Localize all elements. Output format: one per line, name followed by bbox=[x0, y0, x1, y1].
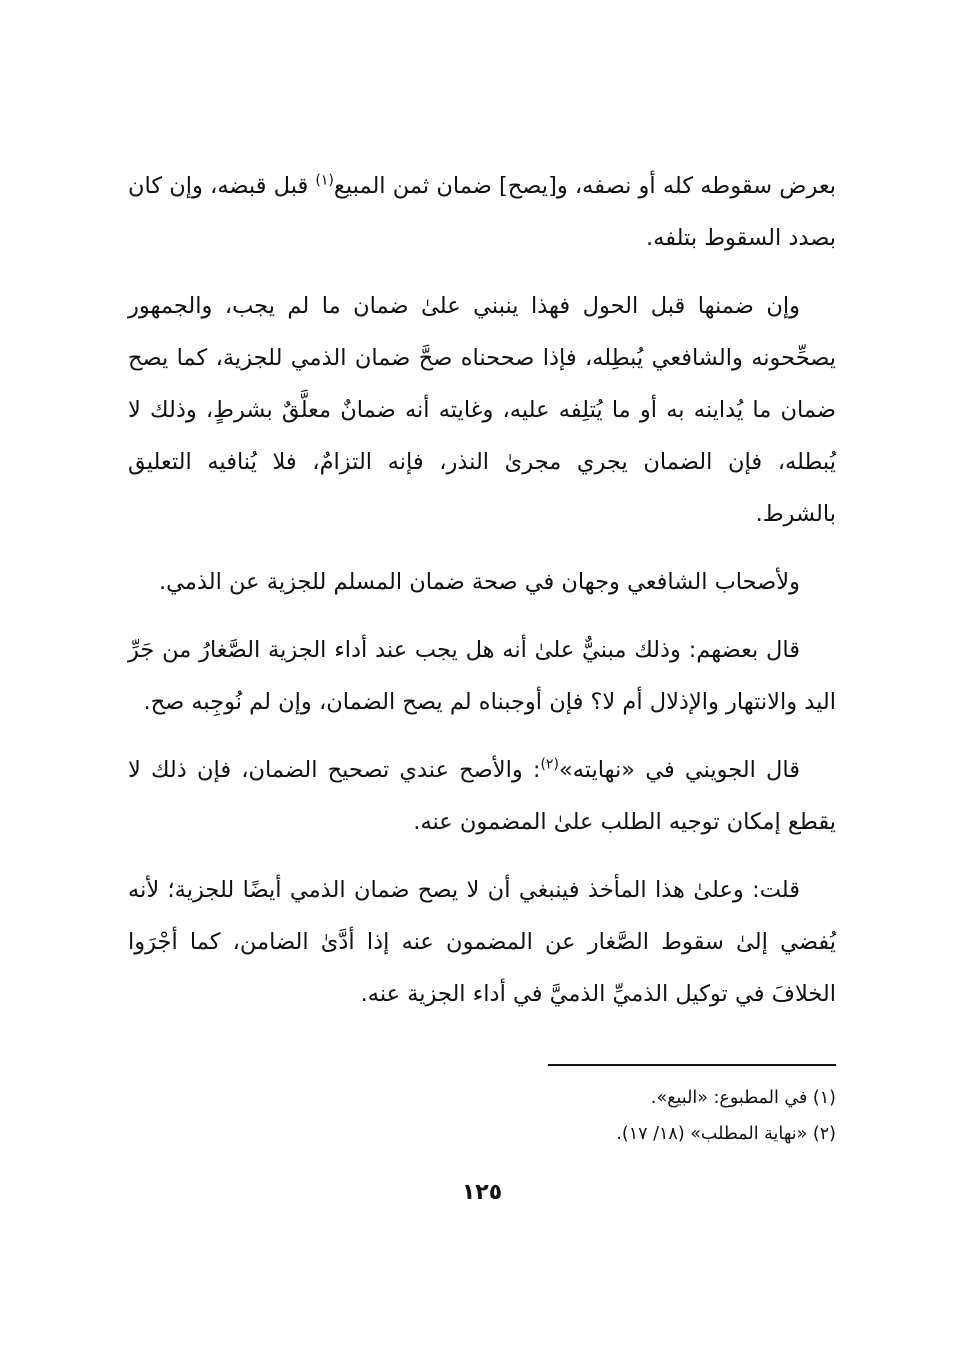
paragraph-5-text-before: قال الجويني في «نهايته» bbox=[558, 757, 800, 783]
footnote-1: (١) في المطبوع: «البيع». bbox=[650, 1088, 836, 1108]
footnote-marker-1: (١) bbox=[315, 172, 334, 189]
footnotes-section bbox=[128, 1080, 836, 1152]
footnote-2: (٢) «نهاية المطلب» (١٨/ ١٧). bbox=[616, 1124, 836, 1144]
paragraph-5 bbox=[128, 744, 836, 848]
paragraph-4: قال بعضهم: وذلك مبنيٌّ علىٰ أنه هل يجب عند أداء الجزية الصَّغارُ من جَرِّ اليد والانتهار والإذلال أم لا؟ فإن أوجبناه لم يصح الضمان، وإن لم نُوجِبه صح. bbox=[128, 637, 836, 715]
paragraph-2: وإن ضمنها قبل الحول فهذا ينبني علىٰ ضمان ما لم يجب، والجمهور يصحِّحونه والشافعي يُبطِله، فإذا صححناه صحَّ ضمان الذمي للجزية، كما يصح ضمان ما يُداينه به أو ما يُتلِفه عليه، وغايته أنه ضمانٌ معلَّقٌ بشرطٍ، وذلك لا يُبطله، فإن الضمان يجري مجرىٰ النذر، فإنه التزامٌ، فلا يُنافيه التعليق بالشرط. bbox=[128, 293, 836, 527]
paragraph-6: قلت: وعلىٰ هذا المأخذ فينبغي أن لا يصح ضمان الذمي أيضًا للجزية؛ لأنه يُفضي إلىٰ سقوط الصَّغار عن المضمون عنه إذا أدَّىٰ الضامن، كما أجْرَوا الخلافَ في توكيل الذميِّ الذميَّ في أداء الجزية عنه. bbox=[128, 877, 836, 1007]
footnote-marker-2: (٢) bbox=[540, 756, 559, 773]
paragraph-5-text-after: : والأصح عندي تصحيح الضمان، فإن ذلك لا يقطع إمكان توجيه الطلب علىٰ المضمون عنه. bbox=[128, 757, 836, 835]
paragraph-1 bbox=[128, 160, 836, 264]
paragraph-3: ولأصحاب الشافعي وجهان في صحة ضمان المسلم للجزية عن الذمي. bbox=[159, 569, 800, 595]
footnote-divider bbox=[548, 1064, 836, 1066]
page-body bbox=[128, 160, 836, 1036]
paragraph-1-text-before: بعرض سقوطه كله أو نصفه، و[يصح] ضمان ثمن المبيع bbox=[333, 173, 836, 199]
page-number: ١٢٥ bbox=[461, 1180, 503, 1205]
paragraph-1-text-after: قبل قبضه، وإن كان بصدد السقوط بتلفه. bbox=[128, 173, 836, 251]
